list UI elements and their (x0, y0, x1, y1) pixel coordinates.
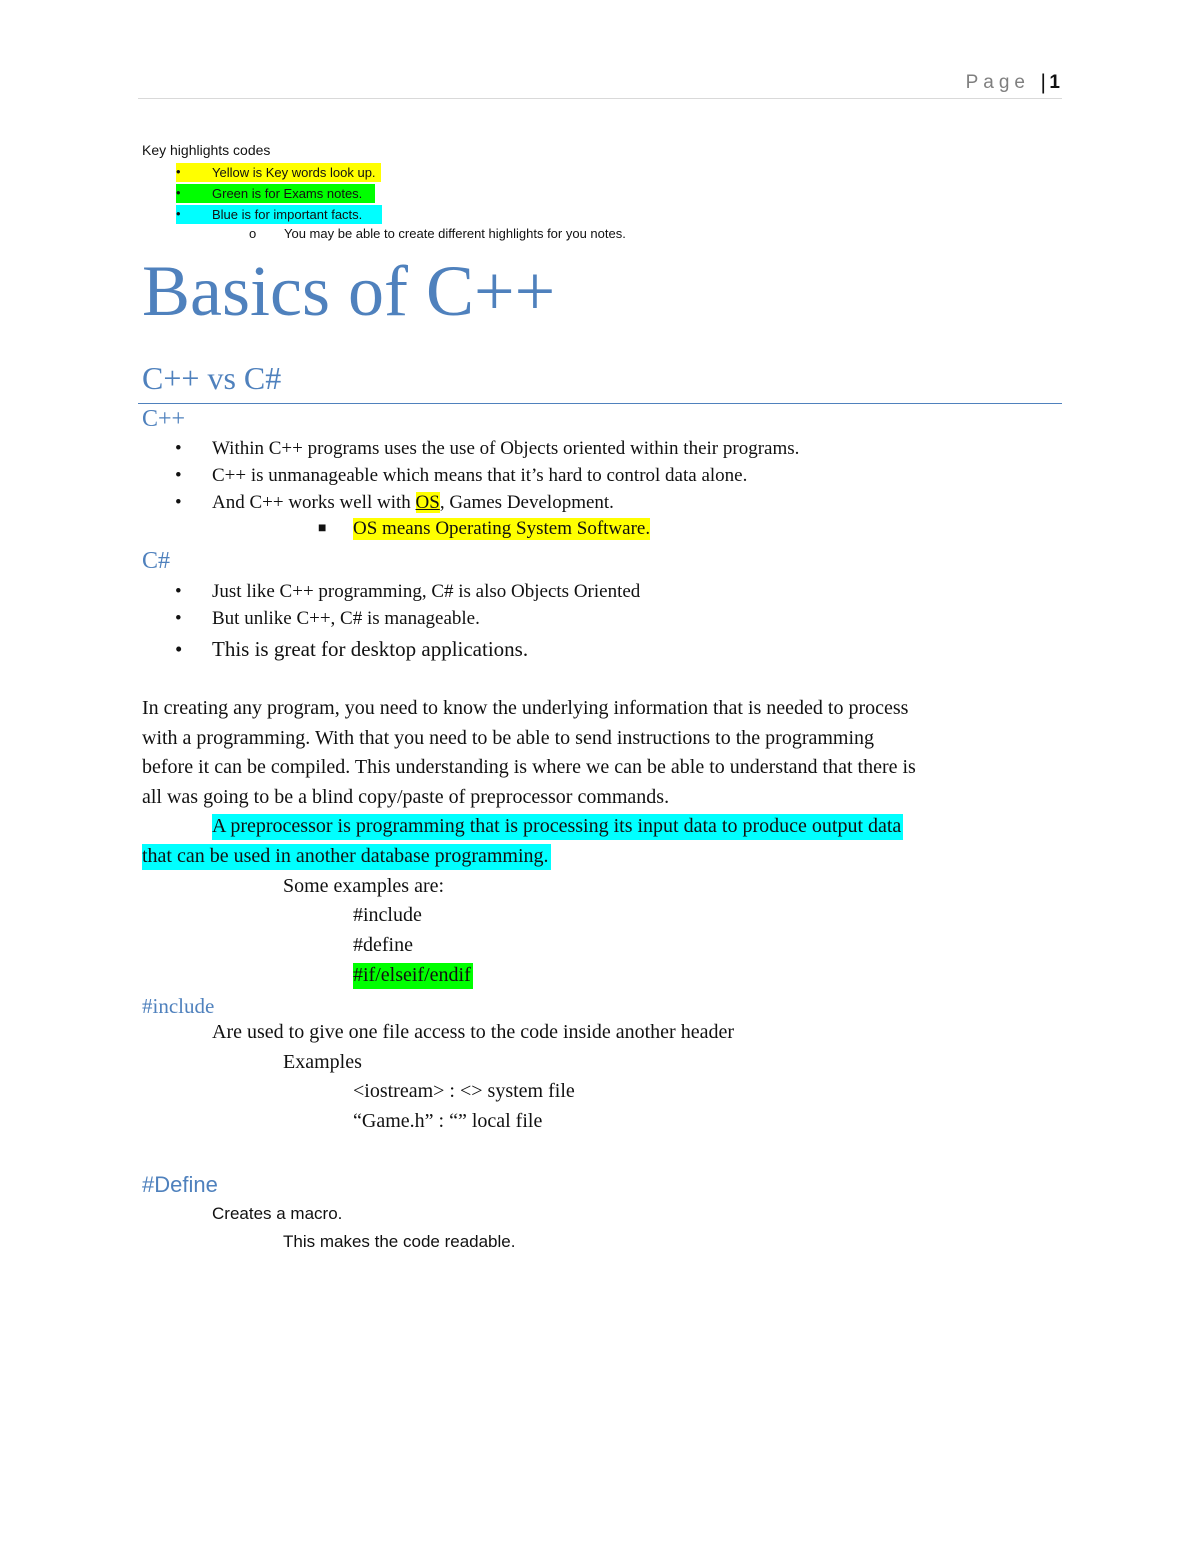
list-item-text: Within C++ programs uses the use of Objects oriented within their programs. (212, 438, 800, 459)
bullet-icon: • (175, 465, 182, 486)
key-code-item-yellow (176, 163, 381, 182)
example-item: #include (353, 904, 422, 926)
key-code-sub-label: You may be able to create different highlights for you notes. (284, 226, 626, 241)
key-code-label: Green is for Exams notes. (212, 186, 363, 201)
heading-define: #Define (142, 1172, 218, 1197)
paragraph-line: In creating any program, you need to know the underlying information that is needed to process (142, 697, 909, 719)
paragraph-line: all was going to be a blind copy/paste of preprocessor commands. (142, 786, 670, 808)
page-label: Page (965, 72, 1030, 93)
bullet-icon: • (176, 164, 181, 179)
bullet-icon: • (176, 185, 181, 200)
define-line: Creates a macro. (212, 1204, 343, 1223)
include-example-item: “Game.h” : “” local file (353, 1110, 543, 1132)
heading-cs: C# (142, 548, 171, 574)
square-bullet-icon: ■ (318, 521, 327, 536)
header-divider (138, 98, 1062, 99)
key-code-item-green (176, 184, 375, 203)
list-item-suffix: , Games Development. (439, 492, 614, 513)
page-number: 1 (1049, 72, 1060, 93)
include-examples-label: Examples (283, 1051, 362, 1073)
key-code-item-blue (176, 205, 382, 224)
heading-cpp: C++ (142, 406, 186, 432)
list-item-text: But unlike C++, C# is manageable. (212, 608, 480, 629)
example-item-highlighted: #if/elseif/endif (353, 963, 473, 989)
bullet-icon: • (175, 438, 182, 459)
paragraph-line: before it can be compiled. This understanding is where we can be able to understand that there is (142, 756, 916, 778)
heading-underline (138, 403, 1062, 404)
page-separator: | (1040, 71, 1046, 94)
heading-cpp-vs-cs: C++ vs C# (142, 360, 282, 396)
include-description: Are used to give one file access to the code inside another header (212, 1021, 735, 1043)
page-header (0, 0, 1200, 100)
preprocessor-definition-line1: A preprocessor is programming that is processing its input data to produce output data (212, 814, 903, 840)
list-item-text (212, 492, 614, 514)
define-line: This makes the code readable. (283, 1232, 516, 1251)
examples-label: Some examples are: (283, 875, 445, 897)
preprocessor-definition-line2: that can be used in another database programming. (142, 844, 551, 870)
bullet-icon: • (176, 206, 181, 221)
list-item-text: This is great for desktop applications. (212, 637, 529, 661)
key-code-label: Blue is for important facts. (212, 207, 363, 222)
list-item-text: C++ is unmanageable which means that it’s hard to control data alone. (212, 465, 748, 486)
key-code-label: Yellow is Key words look up. (212, 165, 376, 180)
list-item-prefix: And C++ works well with (212, 492, 416, 513)
include-example-item: <iostream> : <> system file (353, 1080, 575, 1102)
os-definition: OS means Operating System Software. (353, 518, 651, 539)
os-keyword: OS (415, 492, 440, 513)
paragraph-line: with a programming. With that you need to be able to send instructions to the programming (142, 727, 875, 749)
key-codes-title: Key highlights codes (142, 142, 271, 158)
bullet-icon: • (175, 637, 183, 661)
bullet-icon: • (175, 581, 182, 602)
bullet-icon: • (175, 492, 182, 513)
circle-bullet-icon: o (249, 226, 257, 241)
list-item-text: Just like C++ programming, C# is also Objects Oriented (212, 581, 641, 602)
document-title: Basics of C++ (142, 251, 556, 331)
bullet-icon: • (175, 608, 182, 629)
example-item: #define (353, 934, 413, 956)
heading-include: #include (142, 994, 215, 1018)
